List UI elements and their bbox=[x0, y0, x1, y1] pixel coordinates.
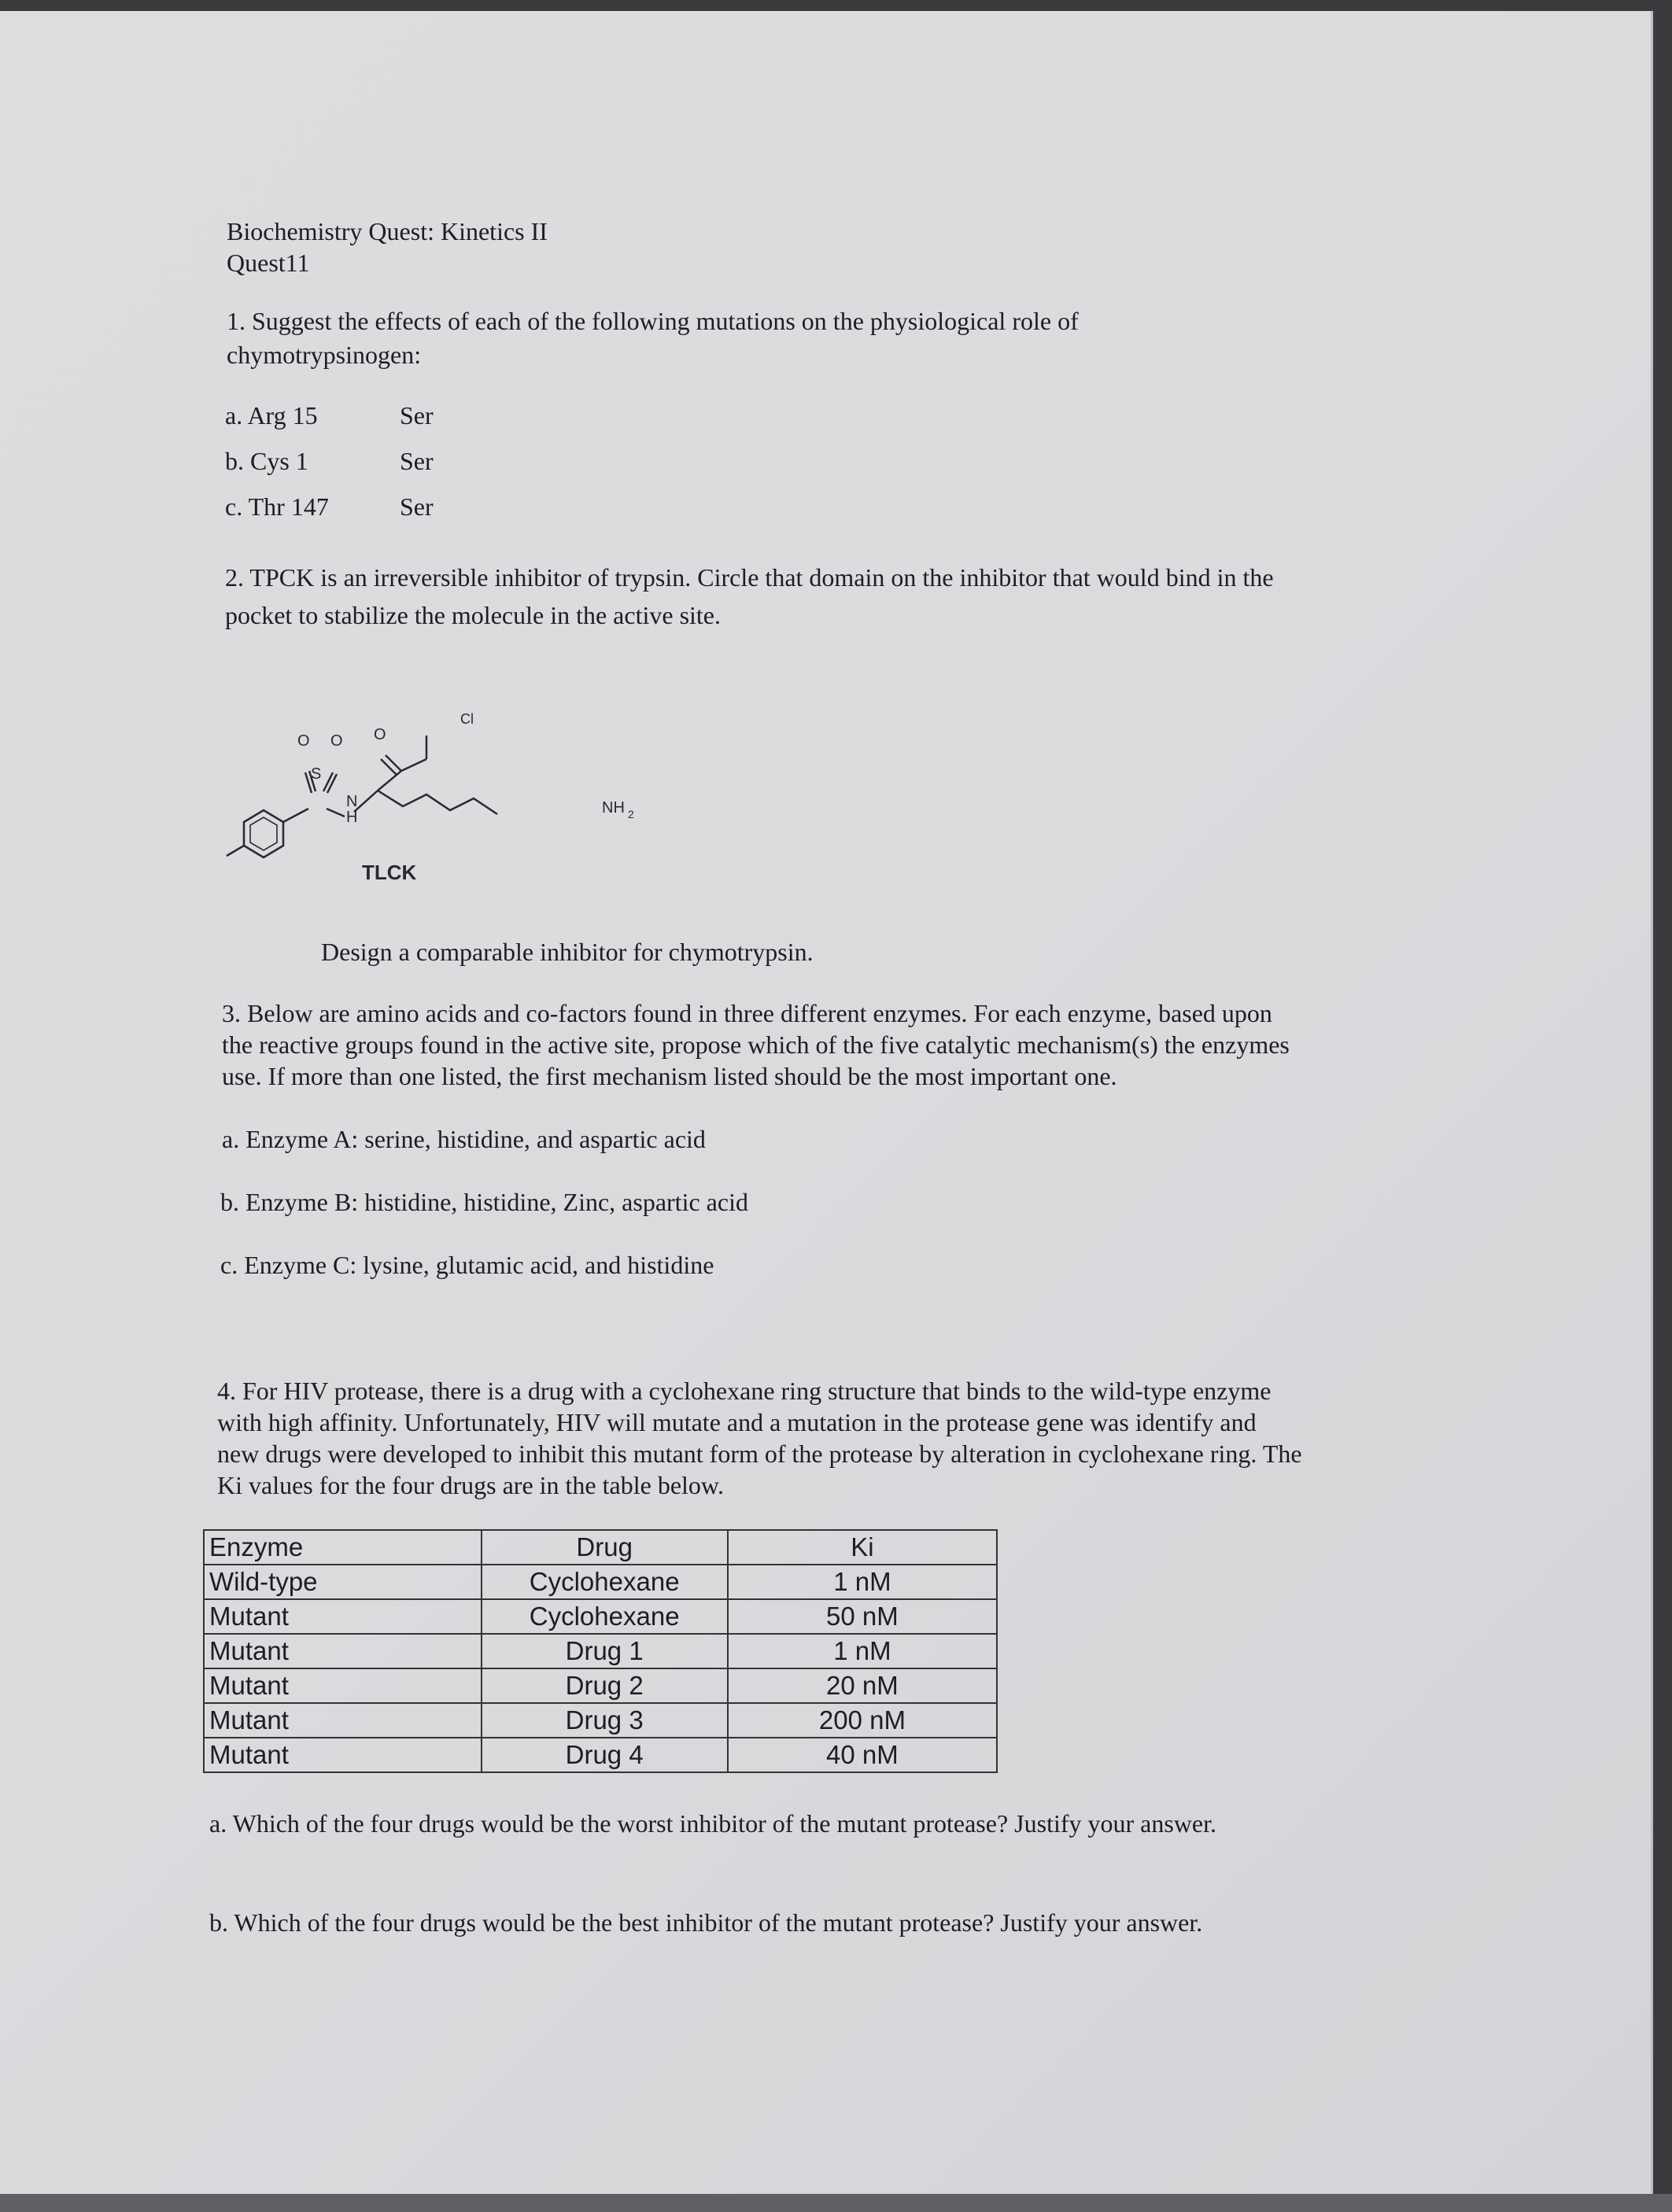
cell-ki: 1 nM bbox=[728, 1634, 997, 1668]
cell-ki: 1 nM bbox=[728, 1565, 997, 1599]
header-enzyme: Enzyme bbox=[204, 1530, 482, 1565]
right-dark-edge bbox=[1651, 0, 1672, 2212]
table-row bbox=[204, 1668, 997, 1703]
cell-ki: 20 nM bbox=[728, 1668, 997, 1703]
q3-item-b: b. Enzyme B: histidine, histidine, Zinc, aspartic acid bbox=[220, 1188, 748, 1216]
atom-o3: O bbox=[374, 726, 386, 743]
cell-enzyme: Mutant bbox=[204, 1599, 482, 1634]
header-drug: Drug bbox=[482, 1530, 728, 1565]
q3-prompt-line3: use. If more than one listed, the first mechanism listed should be the most important one. bbox=[222, 1062, 1117, 1090]
table-row bbox=[204, 1634, 997, 1668]
atom-o2: O bbox=[330, 732, 343, 750]
cell-enzyme: Mutant bbox=[204, 1634, 482, 1668]
q1-mutation-a-to: Ser bbox=[400, 401, 434, 429]
table-row bbox=[204, 1738, 997, 1772]
atom-h: H bbox=[346, 809, 358, 826]
q3-prompt-line2: the reactive groups found in the active site, propose which of the five catalytic mechanism(s) the enzymes bbox=[222, 1030, 1290, 1059]
q4-prompt-line4: Ki values for the four drugs are in the table below. bbox=[217, 1471, 724, 1499]
q4-prompt-line1: 4. For HIV protease, there is a drug with a cyclohexane ring structure that binds to the wild-type enzyme bbox=[217, 1377, 1272, 1405]
ki-values-table bbox=[203, 1529, 998, 1773]
q4-prompt-line2: with high affinity. Unfortunately, HIV will mutate and a mutation in the protease gene was identify and bbox=[217, 1408, 1257, 1436]
cell-enzyme: Mutant bbox=[204, 1668, 482, 1703]
document-title: Biochemistry Quest: Kinetics II bbox=[227, 217, 548, 245]
cell-ki: 40 nM bbox=[728, 1738, 997, 1772]
benzene-inner-ring bbox=[250, 817, 277, 850]
q1-prompt-line1: 1. Suggest the effects of each of the following mutations on the physiological role of bbox=[227, 307, 1079, 335]
sulfur-nitrogen-bond bbox=[327, 809, 345, 817]
q4-question-a: a. Which of the four drugs would be the worst inhibitor of the mutant protease? Justify your answer. bbox=[209, 1809, 1217, 1838]
q3-item-c: c. Enzyme C: lysine, glutamic acid, and histidine bbox=[220, 1251, 714, 1279]
atom-cl: Cl bbox=[460, 711, 474, 727]
methyl-bond bbox=[227, 846, 244, 856]
atom-nh2: NH bbox=[602, 799, 625, 817]
bottom-dark-edge bbox=[0, 2194, 1672, 2212]
q1-mutation-b-from: b. Cys 1 bbox=[225, 447, 308, 475]
q1-mutation-a-from: a. Arg 15 bbox=[225, 401, 318, 429]
sulfonyl-bond-2 bbox=[323, 772, 333, 791]
q4-question-b: b. Which of the four drugs would be the best inhibitor of the mutant protease? Justify your answer. bbox=[209, 1908, 1203, 1937]
ring-sulfur-bond bbox=[283, 809, 308, 822]
q4-prompt-line3: new drugs were developed to inhibit this mutant form of the protease by alteration in cyclohexane ring. The bbox=[217, 1440, 1302, 1468]
q1-mutation-c-from: c. Thr 147 bbox=[225, 492, 329, 521]
table-row bbox=[204, 1703, 997, 1738]
table-header-row bbox=[204, 1530, 997, 1565]
q3-prompt-line1: 3. Below are amino acids and co-factors found in three different enzymes. For each enzyme, based upon bbox=[222, 999, 1272, 1027]
cell-drug: Drug 1 bbox=[482, 1634, 728, 1668]
cell-drug: Drug 3 bbox=[482, 1703, 728, 1738]
sulfonyl-bond-2b bbox=[327, 774, 337, 793]
atom-o1: O bbox=[297, 732, 310, 750]
header-ki: Ki bbox=[728, 1530, 997, 1565]
cell-drug: Cyclohexane bbox=[482, 1565, 728, 1599]
q1-mutation-b-to: Ser bbox=[400, 447, 434, 475]
cell-ki: 200 nM bbox=[728, 1703, 997, 1738]
document-subtitle: Quest11 bbox=[227, 249, 310, 277]
carbonyl-ch2-bond bbox=[401, 759, 426, 771]
cell-enzyme: Wild-type bbox=[204, 1565, 482, 1599]
atom-n: N bbox=[346, 793, 358, 810]
atom-s: S bbox=[311, 765, 322, 783]
cell-ki: 50 nM bbox=[728, 1599, 997, 1634]
cell-enzyme: Mutant bbox=[204, 1738, 482, 1772]
nitrogen-carbon-bond bbox=[354, 791, 378, 812]
lysine-side-chain bbox=[378, 791, 497, 814]
alpha-carbonyl-bond bbox=[378, 771, 401, 791]
carbonyl-bond-b bbox=[381, 759, 397, 775]
q2-design-prompt: Design a comparable inhibitor for chymotrypsin. bbox=[321, 938, 814, 966]
cell-drug: Drug 4 bbox=[482, 1738, 728, 1772]
table-row bbox=[204, 1565, 997, 1599]
q3-item-a: a. Enzyme A: serine, histidine, and aspartic acid bbox=[222, 1125, 706, 1153]
carbonyl-bond-a bbox=[386, 755, 401, 771]
molecule-name: TLCK bbox=[362, 861, 417, 884]
cell-enzyme: Mutant bbox=[204, 1703, 482, 1738]
q2-prompt-line1: 2. TPCK is an irreversible inhibitor of trypsin. Circle that domain on the inhibitor that would bind in the bbox=[225, 563, 1274, 592]
table-row bbox=[204, 1599, 997, 1634]
q1-mutation-c-to: Ser bbox=[400, 492, 434, 521]
tlck-structure-diagram bbox=[220, 661, 692, 897]
atom-nh2-subscript: 2 bbox=[628, 808, 634, 820]
q2-prompt-line2: pocket to stabilize the molecule in the active site. bbox=[225, 601, 721, 629]
cell-drug: Cyclohexane bbox=[482, 1599, 728, 1634]
cell-drug: Drug 2 bbox=[482, 1668, 728, 1703]
q1-prompt-line2: chymotrypsinogen: bbox=[227, 341, 422, 369]
